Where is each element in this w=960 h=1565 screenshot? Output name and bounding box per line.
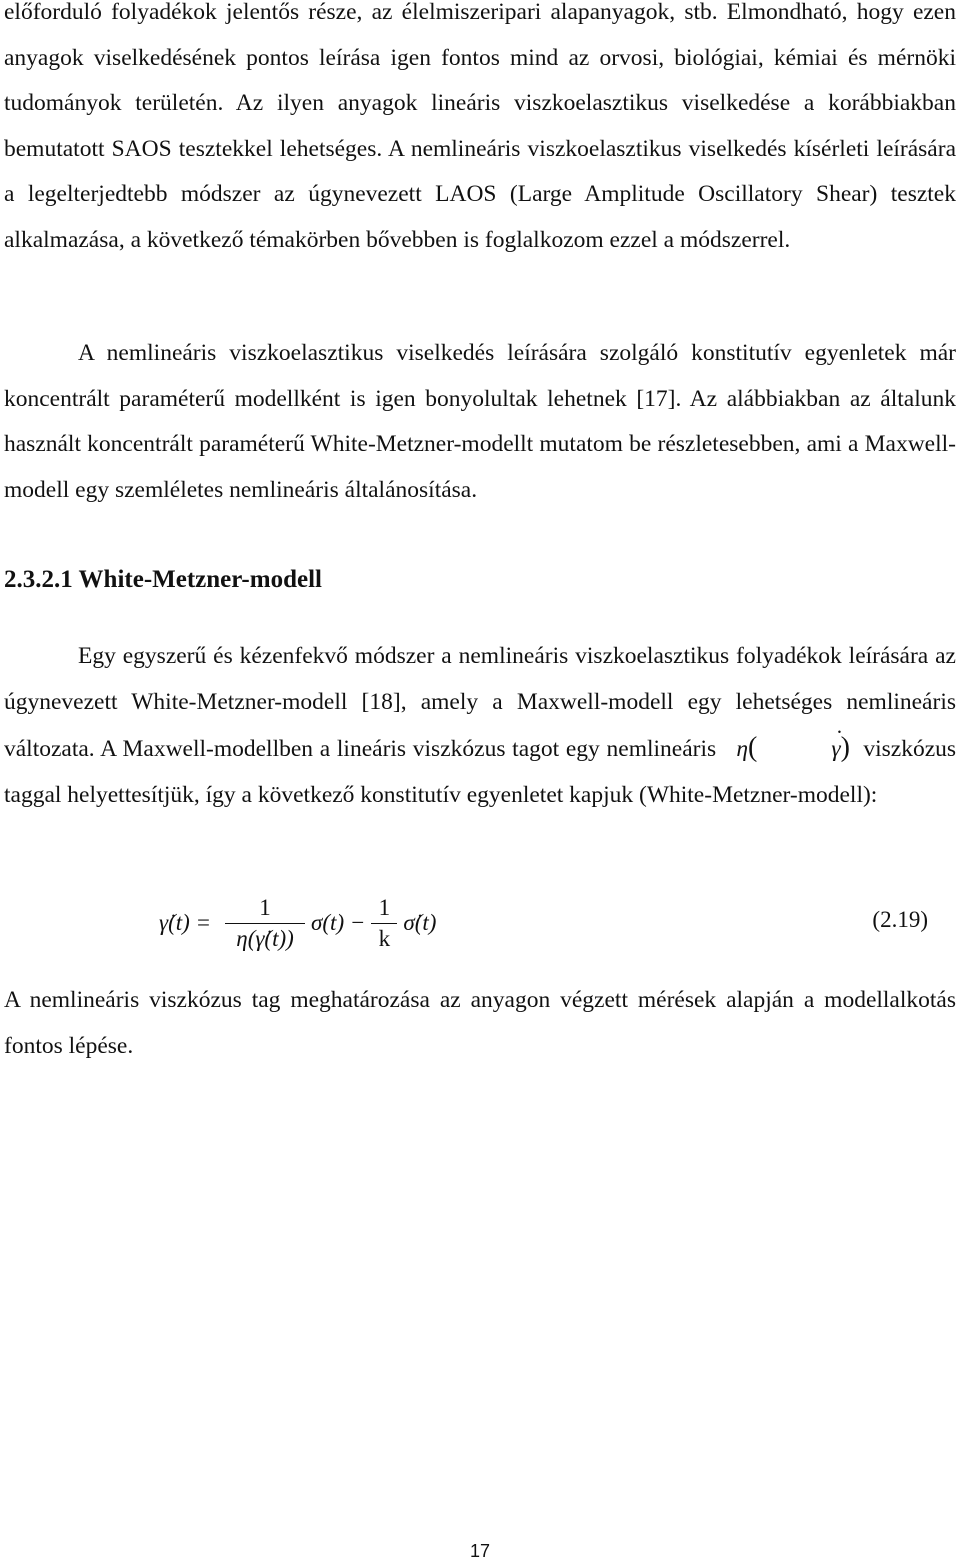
equation-fraction-modulus	[371, 895, 397, 952]
math-close-paren: )	[840, 732, 850, 763]
math-open-paren: (	[747, 732, 758, 763]
equation-number: (2.19)	[872, 907, 928, 932]
section-heading: 2.3.2.1 White-Metzner-modell	[4, 566, 322, 593]
fraction-numerator: 1	[225, 895, 305, 924]
fraction-numerator: 1	[371, 895, 397, 924]
equation-rhs: σ̇(t)	[403, 910, 437, 935]
paragraph-text-after-math: viszkózus taggal helyettesítjük, így a következő konstitutív egyenletet kapjuk (White-Metzner-modell):	[4, 736, 957, 808]
paragraph-text-before-math: Egy egyszerű és kézenfekvő módszer a nemlineáris viszkoelasztikus folyadékok leírására az úgynevezett White-Metzner-modell [18], amely a Maxwell-modell egy lehetséges nemlineáris változata. A Maxwell-modellben a lineáris viszkózus tagot egy nemlineáris	[4, 643, 956, 762]
equation-2-19	[4, 886, 956, 960]
math-gamma-dot: γ ˙	[757, 727, 840, 773]
inline-math-viscosity	[723, 732, 857, 763]
equation-body	[159, 886, 436, 960]
equation-middle: σ(t) −	[311, 910, 366, 935]
equation-lhs: γ̇(t) =	[159, 910, 212, 935]
fraction-denominator: k	[378, 925, 391, 951]
paragraph-white-metzner	[4, 634, 956, 818]
paragraph-nonlinear-models: A nemlineáris viszkoelasztikus viselkedés leírására szolgáló konstitutív egyenletek már koncentrált paraméterű modellként is igen bonyolultak lehetnek [17]. Az alábbiakban az általunk használt koncentrált paraméterű White-Metzner-modellt mutatom be részletesebben, ami a Maxwell-modell egy szemléletes nemlineáris általánosítása.	[4, 340, 956, 503]
paragraph-conclusion: A nemlineáris viszkózus tag meghatározása az anyagon végzett mérések alapján a modellalkotás fontos lépése.	[4, 987, 956, 1059]
fraction-denominator: η(γ̇(t))	[236, 925, 294, 951]
document-page	[4, 0, 956, 1565]
equation-fraction-viscosity	[225, 895, 305, 952]
math-eta: η	[736, 736, 748, 762]
paragraph-intro: előforduló folyadékok jelentős része, az élelmiszeripari alapanyagok, stb. Elmondható, hogy ezen anyagok viselkedésének pontos leírása igen fontos mind az orvosi, biológiai, kémiai és mérnöki tudományok területén. Az ilyen anyagok lineáris viszkoelasztikus viselkedése a korábbiakban bemutatott SAOS tesztekkel lehetséges. A nemlineáris viszkoelasztikus viselkedés kísérleti leírására a legelterjedtebb módszer az úgynevezett LAOS (Large Amplitude Oscillatory Shear) tesztek alkalmazása, a következő témakörben bővebben is foglalkozom ezzel a módszerrel.	[4, 0, 956, 253]
page-number: 17	[470, 1541, 491, 1561]
